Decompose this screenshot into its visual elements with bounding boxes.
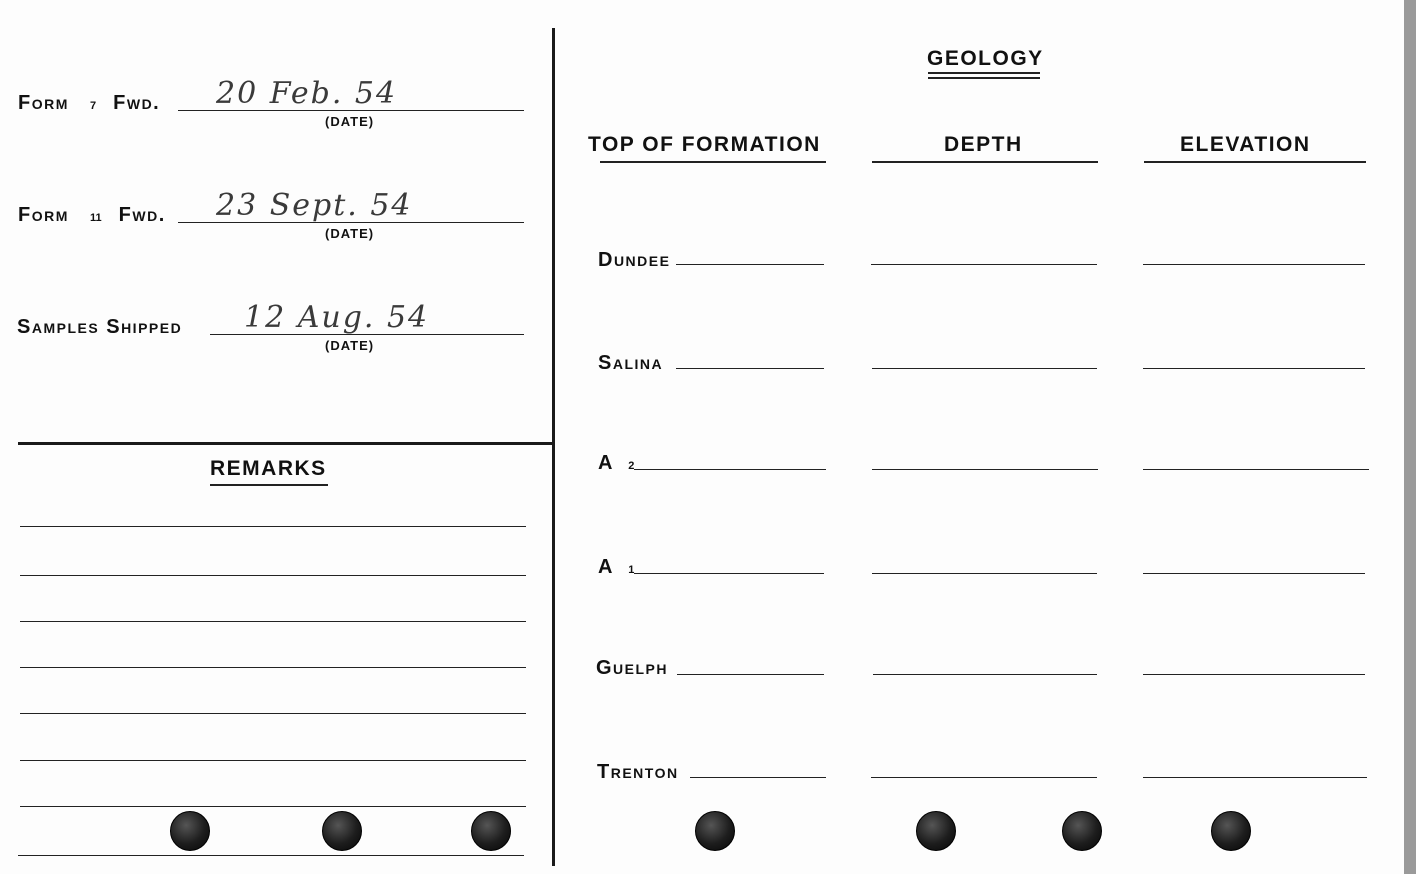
a1-elevation-line[interactable] <box>1143 573 1365 574</box>
formation-a1-letter: A <box>598 556 614 578</box>
remarks-line[interactable] <box>18 855 524 856</box>
geology-title: GEOLOGY <box>927 47 1044 70</box>
samples-shipped-date-caption: (DATE) <box>325 338 375 353</box>
form-11-fwd: Fwd. <box>118 204 166 226</box>
formation-dundee-line[interactable] <box>676 264 824 265</box>
form-7-date-caption: (DATE) <box>325 114 375 129</box>
column-underline-depth <box>872 161 1098 163</box>
a1-depth-line[interactable] <box>872 573 1097 574</box>
formation-a1-label <box>598 556 634 579</box>
formation-salina-line[interactable] <box>676 368 824 369</box>
geology-title-underline <box>928 72 1040 74</box>
remarks-line[interactable] <box>20 760 526 761</box>
formation-trenton-line[interactable] <box>690 777 826 778</box>
remarks-line[interactable] <box>20 667 526 668</box>
punch-hole <box>322 811 362 851</box>
formation-trenton-label: Trenton <box>597 761 679 783</box>
remarks-line[interactable] <box>20 526 526 527</box>
a2-elevation-line[interactable] <box>1143 469 1369 470</box>
form-11-word: Form <box>18 204 69 226</box>
salina-elevation-line[interactable] <box>1143 368 1365 369</box>
column-header-elevation: ELEVATION <box>1180 133 1311 156</box>
formation-a2-letter: A <box>598 452 614 474</box>
punch-hole <box>1062 811 1102 851</box>
punch-hole <box>695 811 735 851</box>
formation-a2-label <box>598 452 634 475</box>
trenton-depth-line[interactable] <box>871 777 1097 778</box>
form-7-number: 7 <box>89 100 97 112</box>
geology-title-underline-2 <box>928 77 1040 79</box>
guelph-depth-line[interactable] <box>873 674 1097 675</box>
formation-salina-label: Salina <box>598 352 664 374</box>
remarks-divider <box>18 442 555 445</box>
formation-a1-line[interactable] <box>634 573 824 574</box>
vertical-divider <box>552 28 555 866</box>
column-underline-formation <box>600 161 826 163</box>
remarks-title: REMARKS <box>210 457 327 480</box>
samples-shipped-label: Samples Shipped <box>17 316 183 338</box>
form-7-date-value: 20 Feb. 54 <box>216 76 398 111</box>
form-11-number: 11 <box>89 212 102 224</box>
formation-guelph-line[interactable] <box>677 674 824 675</box>
punch-hole <box>170 811 210 851</box>
guelph-elevation-line[interactable] <box>1143 674 1365 675</box>
column-header-depth: DEPTH <box>944 133 1023 156</box>
formation-a2-line[interactable] <box>634 469 826 470</box>
remarks-line[interactable] <box>20 621 526 622</box>
samples-shipped-date-value: 12 Aug. 54 <box>244 300 430 335</box>
form-11-label <box>18 204 166 227</box>
punch-hole <box>916 811 956 851</box>
column-underline-elevation <box>1144 161 1366 163</box>
form-11-date-caption: (DATE) <box>325 226 375 241</box>
dundee-elevation-line[interactable] <box>1143 264 1365 265</box>
form-7-label <box>18 92 160 115</box>
form-7-word: Form <box>18 92 69 114</box>
formation-dundee-label: Dundee <box>598 249 671 271</box>
column-header-top-of-formation: TOP OF FORMATION <box>588 133 821 156</box>
formation-a1-subscript: 1 <box>628 564 635 576</box>
formation-a2-subscript: 2 <box>628 460 635 472</box>
salina-depth-line[interactable] <box>872 368 1097 369</box>
formation-guelph-label: Guelph <box>596 657 669 679</box>
form-11-date-value: 23 Sept. 54 <box>216 188 413 223</box>
remarks-title-underline <box>210 484 328 486</box>
remarks-line[interactable] <box>20 713 526 714</box>
punch-hole <box>1211 811 1251 851</box>
trenton-elevation-line[interactable] <box>1143 777 1367 778</box>
form-7-fwd: Fwd. <box>113 92 161 114</box>
remarks-line[interactable] <box>20 806 526 807</box>
punch-hole <box>471 811 511 851</box>
dundee-depth-line[interactable] <box>871 264 1097 265</box>
a2-depth-line[interactable] <box>872 469 1098 470</box>
remarks-line[interactable] <box>20 575 526 576</box>
